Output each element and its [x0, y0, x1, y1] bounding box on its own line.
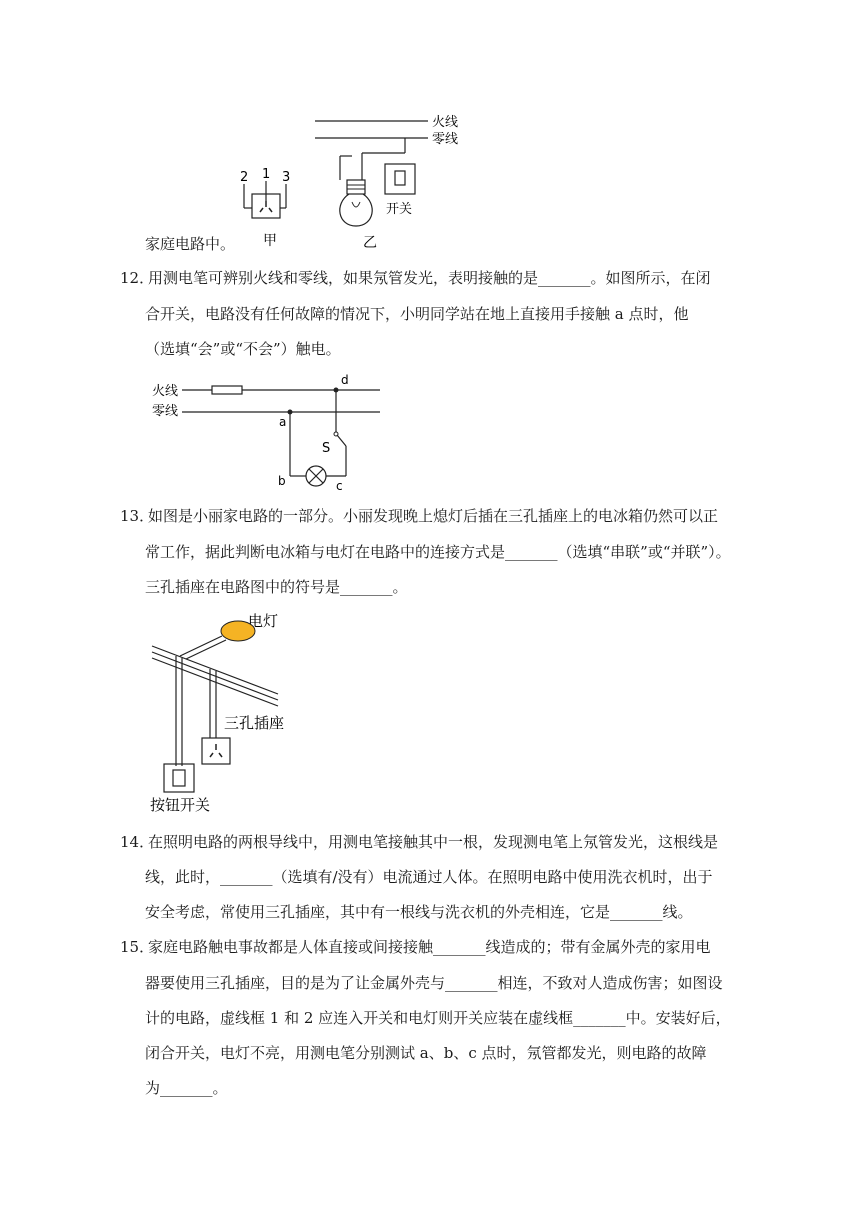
switch-label: 按钮开关 [150, 796, 211, 814]
q12-line-2: 合开关，电路没有任何故障的情况下，小明同学站在地上直接用手接触 a 点时，他 [145, 305, 689, 323]
q15-line-3: 计的电路，虚线框 1 和 2 应连入开关和电灯则开关应装在虚线框_______中。安装好后， [145, 1009, 731, 1027]
q15-line-1: 家庭电路触电事故都是人体直接或间接接触_______线造成的；带有金属外壳的家用电 [148, 938, 711, 956]
continued-text: 家庭电路中。 [145, 235, 236, 253]
socket-label: 三孔插座 [224, 714, 285, 732]
push-button-switch-icon [164, 764, 194, 792]
question-number: 14． [120, 833, 155, 851]
q13-line-2: 常工作，据此判断电冰箱与电灯在电路中的连接方式是_______（选填“串联”或“并联”）。 [145, 543, 731, 561]
q15-line-2: 器要使用三孔插座，目的是为了让金属外壳与_______相连，不致对人造成伤害；如图设 [145, 974, 723, 992]
neutral-wire-label: 零线 [432, 132, 459, 147]
switch-s-label: S [322, 441, 331, 456]
question-number: 12． [120, 269, 155, 287]
socket-pin-label: 2 [240, 170, 249, 185]
switch-symbol-icon [334, 432, 346, 446]
lamp-symbol-icon [306, 466, 326, 486]
lamp-bulb-icon [340, 153, 372, 226]
three-pin-socket-icon [240, 167, 290, 218]
fuse-icon [212, 386, 242, 394]
question-number: 13． [120, 507, 155, 525]
q15-line-5: 为_______。 [145, 1079, 228, 1097]
three-pin-socket-icon [202, 738, 230, 764]
socket-pin-label: 1 [262, 167, 271, 182]
point-d-label: d [341, 373, 349, 387]
hot-wire-label: 火线 [432, 115, 459, 130]
question-number: 15． [120, 938, 155, 956]
q14-line-2: 线，此时，_______（选填有/没有）电流通过人体。在照明电路中使用洗衣机时，出于 [145, 868, 713, 886]
q14-line-1: 在照明电路的两根导线中，用测电笔接触其中一根，发现测电笔上氖管发光，这根线是 [148, 833, 719, 851]
q13-line-1: 如图是小丽家电路的一部分。小丽发现晚上熄灯后插在三孔插座上的电冰箱仍然可以正 [148, 507, 719, 525]
neutral-wire-label: 零线 [152, 404, 179, 419]
hot-wire-label: 火线 [152, 384, 179, 399]
q14-line-3: 安全考虑，常使用三孔插座，其中有一根线与洗衣机的外壳相连，它是_______线。 [145, 903, 693, 921]
point-c-label: c [336, 479, 343, 493]
q12-line-1: 用测电笔可辨别火线和零线，如果氖管发光，表明接触的是_______。如图所示，在闭 [148, 269, 711, 287]
point-b-label: b [278, 474, 286, 488]
q15-line-4: 闭合开关，电灯不亮，用测电笔分别测试 a、b、c 点时，氖管都发光，则电路的故障 [145, 1044, 707, 1062]
figure-q12-circuit [150, 370, 390, 495]
socket-pin-label: 3 [282, 170, 291, 185]
figure-socket-and-lamp [230, 108, 480, 253]
switch-label: 开关 [386, 202, 413, 217]
caption-yi: 乙 [363, 235, 377, 251]
point-a-label: a [279, 415, 287, 429]
figure-q13-home-circuit [150, 608, 300, 813]
q12-line-3: （选填“会”或“不会”）触电。 [145, 340, 341, 358]
q13-line-3: 三孔插座在电路图中的符号是_______。 [145, 578, 408, 596]
caption-jia: 甲 [263, 233, 277, 249]
lamp-label: 电灯 [248, 612, 279, 630]
switch-box-icon [385, 164, 415, 194]
